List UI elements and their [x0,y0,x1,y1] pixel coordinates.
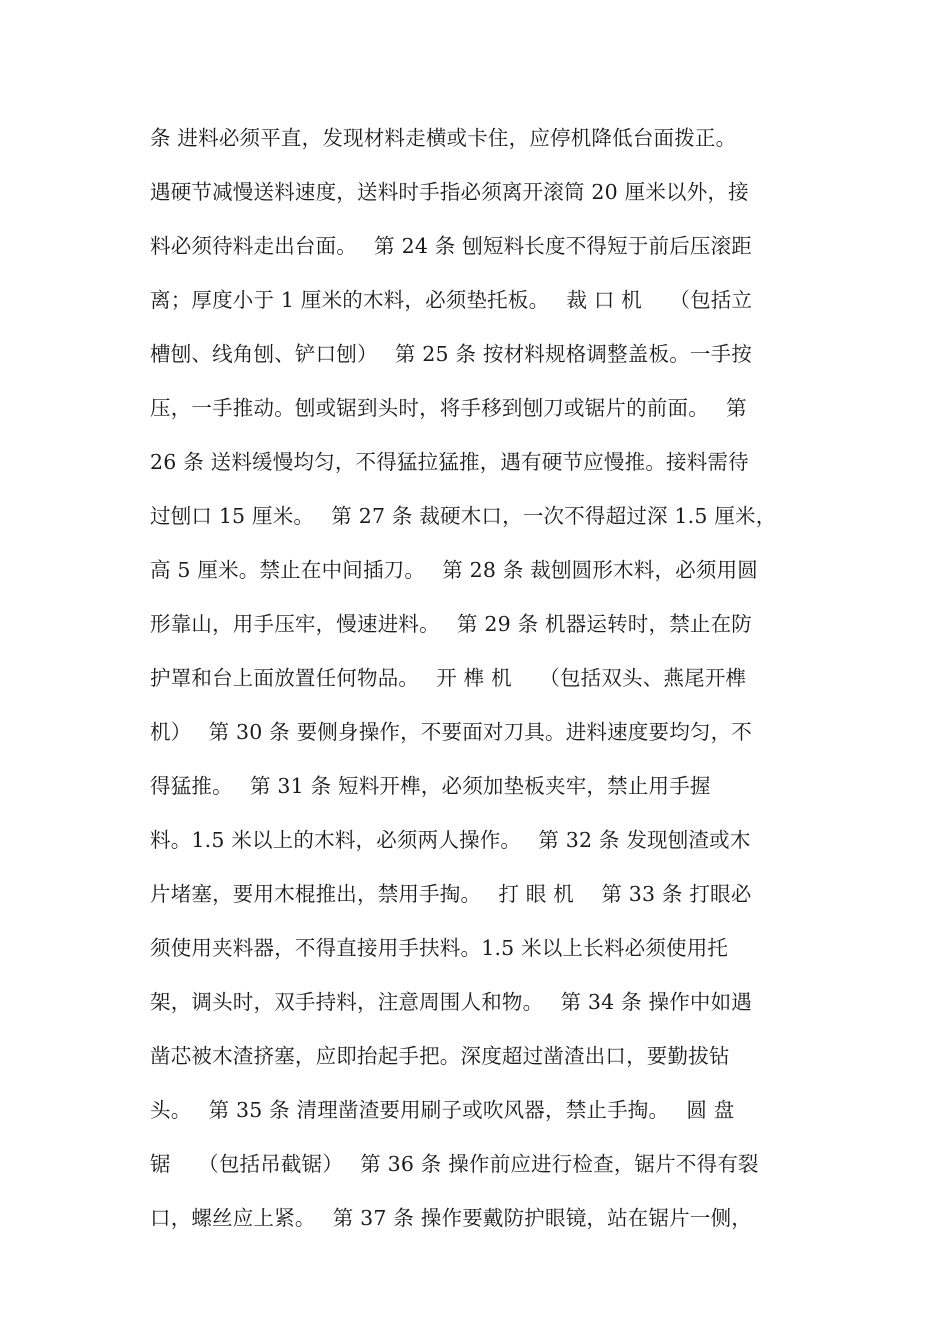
text-line: 形靠山，用手压牢，慢速进料。 第 29 条 机器运转时，禁止在防 [150,612,752,636]
text-line: 过刨口 15 厘米。 第 27 条 裁硬木口，一次不得超过深 1.5 厘米， [150,504,777,528]
text-line: 料必须待料走出台面。 第 24 条 刨短料长度不得短于前后压滚距 [150,234,752,258]
text-line: 片堵塞，要用木棍推出，禁用手掏。 打 眼 机 第 33 条 打眼必 [150,882,752,906]
text-line: 槽刨、线角刨、铲口刨） 第 25 条 按材料规格调整盖板。一手按 [150,342,752,366]
text-line: 26 条 送料缓慢均匀，不得猛拉猛推，遇有硬节应慢推。接料需待 [150,450,749,474]
text-line: 高 5 厘米。禁止在中间插刀。 第 28 条 裁刨圆形木料，必须用圆 [150,558,758,582]
text-line: 凿芯被木渣挤塞，应即抬起手把。深度超过凿渣出口，要勤拔钻 [150,1044,730,1068]
text-line: 机） 第 30 条 要侧身操作，不要面对刀具。进料速度要均匀，不 [150,720,752,744]
text-line: 口，螺丝应上紧。 第 37 条 操作要戴防护眼镜，站在锯片一侧， [150,1206,752,1230]
text-line: 得猛推。 第 31 条 短料开榫，必须加垫板夹牢，禁止用手握 [150,774,711,798]
text-line: 压，一手推动。刨或锯到头时，将手移到刨刀或锯片的前面。 第 [150,396,747,420]
text-line: 头。 第 35 条 清理凿渣要用刷子或吹风器，禁止手掏。 圆 盘 [150,1098,735,1122]
text-line: 锯 （包括吊截锯） 第 36 条 操作前应进行检查，锯片不得有裂 [150,1152,759,1176]
text-line: 护罩和台上面放置任何物品。 开 榫 机 （包括双头、燕尾开榫 [150,666,747,690]
text-line: 离；厚度小于 1 厘米的木料，必须垫托板。 裁 口 机 （包括立 [150,288,753,312]
text-line: 须使用夹料器，不得直接用手扶料。1.5 米以上长料必须使用托 [150,936,729,960]
text-line: 条 进料必须平直，发现材料走横或卡住，应停机降低台面拨正。 [150,126,737,150]
text-line: 遇硬节减慢送料速度，送料时手指必须离开滚筒 20 厘米以外，接 [150,180,749,204]
body-text [150,118,800,1252]
text-line: 料。1.5 米以上的木料，必须两人操作。 第 32 条 发现刨渣或木 [150,828,751,852]
text-line: 架，调头时，双手持料，注意周围人和物。 第 34 条 操作中如遇 [150,990,752,1014]
